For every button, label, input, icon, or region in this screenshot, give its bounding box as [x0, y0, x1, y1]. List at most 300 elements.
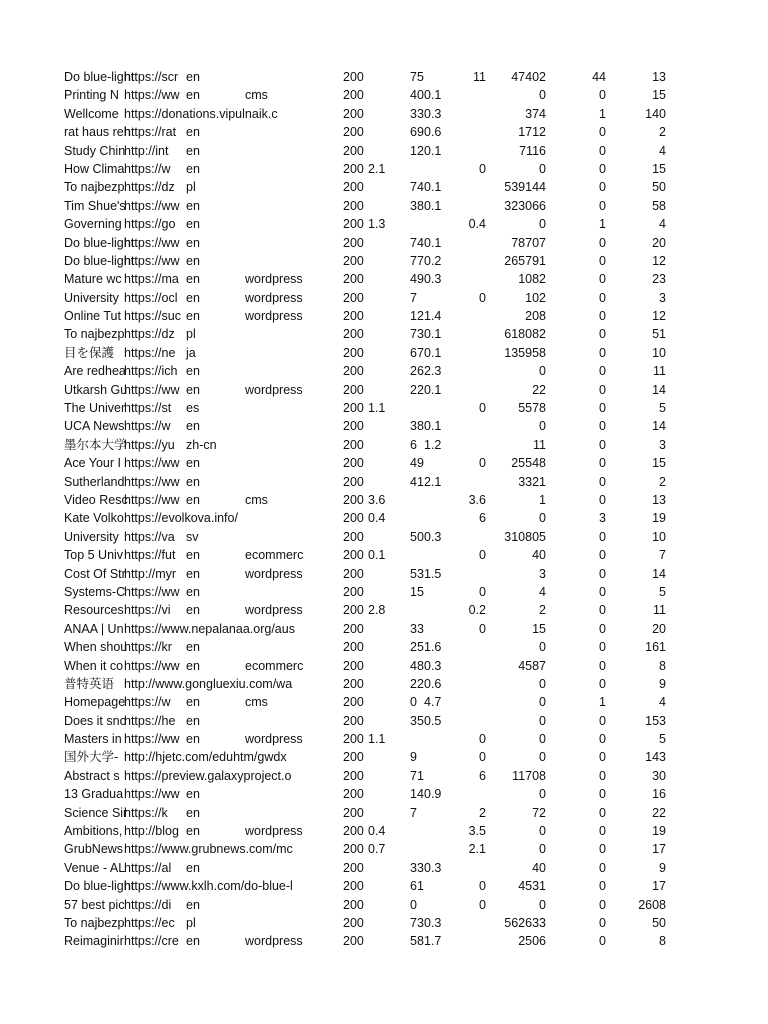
cell-value-b: 0.3: [424, 272, 442, 287]
cell-url: https://di: [124, 897, 172, 912]
cell-value-d: 0: [539, 787, 546, 802]
cell-value-b: 0.5: [424, 713, 442, 728]
cell-value-e: 0: [599, 272, 606, 287]
cell-title: UCA News: [64, 419, 125, 434]
table-row: [0, 381, 768, 399]
cell-title: GrubNews: [64, 842, 124, 857]
cell-value-f: 19: [652, 824, 666, 839]
cell-status: 200: [343, 732, 364, 747]
cell-value-c: 2: [479, 805, 486, 820]
cell-value-d: 40: [532, 548, 546, 563]
table-row: [0, 344, 768, 362]
cell-value-a: 3.6: [368, 492, 386, 507]
cell-language: en: [186, 419, 200, 434]
cell-title: Reimaginir: [64, 934, 124, 949]
cell-value-d: 47402: [511, 70, 546, 84]
cell-value-f: 23: [652, 272, 666, 287]
cell-value-d: 135958: [504, 345, 546, 360]
cell-value-a: 35: [410, 713, 424, 728]
cell-value-d: 25548: [511, 456, 546, 471]
cell-url: https://w: [124, 695, 171, 710]
cell-value-f: 4: [659, 695, 666, 710]
cell-url: https://w: [124, 419, 171, 434]
cell-value-b: 0.2: [424, 253, 442, 268]
cell-value-a: 58: [410, 934, 424, 949]
cell-language: en: [186, 456, 200, 471]
cell-status: 200: [343, 290, 364, 305]
cell-value-a: 38: [410, 198, 424, 213]
cell-value-c: 0: [479, 732, 486, 747]
cell-value-f: 10: [652, 529, 666, 544]
cell-url: https://dz: [124, 180, 175, 195]
cell-status: 200: [343, 640, 364, 655]
cell-url: https://vi: [124, 603, 171, 618]
cell-title: When it co: [64, 658, 124, 673]
cell-value-e: 0: [599, 915, 606, 930]
cell-title: Do blue-light: [64, 879, 135, 894]
cell-value-f: 17: [652, 879, 666, 894]
table-row: [0, 767, 768, 785]
cell-value-d: 0: [539, 824, 546, 839]
cell-value-a: 77: [410, 253, 424, 268]
cell-value-f: 10: [652, 345, 666, 360]
cell-title: ANAA | Un: [64, 621, 124, 636]
cell-value-e: 0: [599, 842, 606, 857]
cell-value-e: 0: [599, 492, 606, 507]
cell-type: wordpress: [245, 824, 303, 839]
table-row: [0, 730, 768, 748]
cell-status: 200: [343, 364, 364, 379]
table-row: [0, 914, 768, 932]
cell-language: en: [186, 695, 200, 710]
cell-value-b: 0.1: [424, 345, 442, 360]
table-row: [0, 160, 768, 178]
cell-value-d: 102: [525, 290, 546, 305]
cell-value-e: 3: [599, 511, 606, 526]
cell-status: 200: [343, 125, 364, 140]
cell-value-a: 7: [410, 805, 417, 820]
cell-value-f: 20: [652, 621, 666, 636]
cell-value-c: 11: [473, 70, 486, 84]
cell-value-f: 11: [653, 364, 666, 379]
cell-url: https://scr: [124, 70, 179, 84]
cell-status: 200: [343, 713, 364, 728]
cell-value-a: 0.7: [368, 842, 386, 857]
cell-value-a: 49: [410, 456, 424, 471]
cell-type: wordpress: [245, 732, 303, 747]
cell-value-d: 0: [539, 713, 546, 728]
cell-value-f: 4: [659, 217, 666, 232]
cell-language: en: [186, 290, 200, 305]
cell-value-c: 0.2: [468, 603, 486, 618]
cell-status: 200: [343, 676, 364, 691]
cell-value-a: 7: [410, 290, 417, 305]
cell-language: en: [186, 805, 200, 820]
table-row: [0, 896, 768, 914]
cell-value-a: 33: [410, 860, 424, 875]
cell-status: 200: [343, 161, 364, 176]
cell-value-c: 0: [479, 401, 486, 416]
cell-value-d: 0: [539, 695, 546, 710]
cell-url: https://ww: [124, 732, 180, 747]
cell-value-e: 0: [599, 658, 606, 673]
cell-title: Systems-C: [64, 584, 126, 599]
cell-value-d: 208: [525, 309, 546, 324]
cell-title: 13 Gradua: [64, 787, 124, 802]
table-row: [0, 785, 768, 803]
cell-value-a: 14: [410, 787, 424, 802]
cell-url: https://al: [124, 860, 172, 875]
cell-value-e: 0: [599, 529, 606, 544]
cell-value-f: 140: [645, 106, 666, 121]
cell-title: Homepage: [64, 695, 126, 710]
cell-value-a: 33: [410, 621, 424, 636]
cell-value-d: 4: [539, 584, 546, 599]
cell-title: Governing: [64, 217, 122, 232]
table-row: [0, 325, 768, 343]
cell-value-f: 16: [652, 787, 666, 802]
spreadsheet-table: [0, 68, 768, 951]
table-row: [0, 289, 768, 307]
cell-url: https://www.nepalanaa.org/aus: [124, 621, 295, 636]
cell-title: Tim Shue's: [64, 198, 126, 213]
cell-language: en: [186, 492, 200, 507]
cell-value-d: 0: [539, 842, 546, 857]
cell-value-c: 0: [479, 879, 486, 894]
cell-status: 200: [343, 658, 364, 673]
cell-value-a: 15: [410, 584, 424, 599]
cell-title: Science Sir: [64, 805, 128, 820]
cell-title: Utkarsh Gu: [64, 382, 128, 397]
cell-value-b: 1.7: [424, 934, 442, 949]
cell-language: en: [186, 603, 200, 618]
table-row: [0, 546, 768, 564]
cell-value-c: 6: [479, 511, 486, 526]
cell-value-f: 15: [652, 161, 666, 176]
cell-title: Mature wc: [64, 272, 122, 287]
table-row: [0, 657, 768, 675]
cell-value-a: 1.1: [368, 401, 386, 416]
cell-type: cms: [245, 695, 268, 710]
cell-value-c: 0: [479, 584, 486, 599]
cell-type: wordpress: [245, 309, 303, 324]
cell-title: Ambitions,: [64, 824, 123, 839]
cell-title: Are redhea: [64, 364, 126, 379]
cell-title: 目を保護: [64, 345, 115, 360]
cell-value-f: 22: [652, 805, 666, 820]
cell-value-f: 13: [652, 70, 666, 84]
cell-value-a: 9: [410, 750, 417, 765]
cell-value-c: 0: [479, 750, 486, 765]
cell-value-e: 0: [599, 732, 606, 747]
cell-title: Printing N: [64, 88, 119, 103]
cell-status: 200: [343, 879, 364, 894]
table-row: [0, 822, 768, 840]
cell-value-a: 53: [410, 566, 424, 581]
table-row: [0, 675, 768, 693]
cell-value-f: 15: [652, 88, 666, 103]
cell-value-f: 161: [645, 640, 666, 655]
table-row: [0, 142, 768, 160]
cell-value-f: 14: [652, 566, 666, 581]
cell-value-a: 0: [410, 897, 417, 912]
cell-status: 200: [343, 824, 364, 839]
cell-value-d: 0: [539, 511, 546, 526]
cell-title: 墨尔本大学: [64, 437, 127, 452]
cell-value-d: 1: [539, 492, 546, 507]
cell-value-f: 3: [659, 437, 666, 452]
cell-value-e: 0: [599, 860, 606, 875]
cell-value-a: 12: [410, 143, 424, 158]
cell-value-f: 14: [652, 382, 666, 397]
cell-url: https://www.grubnews.com/mc: [124, 842, 293, 857]
cell-value-e: 0: [599, 364, 606, 379]
cell-type: wordpress: [245, 272, 303, 287]
cell-value-a: 50: [410, 529, 424, 544]
cell-url: https://ww: [124, 88, 180, 103]
cell-value-e: 0: [599, 474, 606, 489]
table-row: [0, 491, 768, 509]
cell-type: wordpress: [245, 566, 303, 581]
cell-value-f: 2: [659, 474, 666, 489]
cell-value-d: 4531: [518, 879, 546, 894]
cell-language: en: [186, 474, 200, 489]
cell-value-d: 0: [539, 897, 546, 912]
cell-value-d: 11: [533, 437, 546, 452]
cell-value-e: 0: [599, 437, 606, 452]
cell-value-a: 74: [410, 235, 424, 250]
cell-value-b: 0.3: [424, 915, 442, 930]
cell-value-d: 539144: [504, 180, 546, 195]
cell-title: To najbezp: [64, 180, 125, 195]
table-row: [0, 565, 768, 583]
cell-value-e: 0: [599, 768, 606, 783]
cell-value-f: 30: [652, 768, 666, 783]
cell-language: en: [186, 272, 200, 287]
cell-url: https://kr: [124, 640, 172, 655]
table-row: [0, 712, 768, 730]
cell-value-b: 0.3: [424, 529, 442, 544]
cell-value-f: 12: [652, 253, 666, 268]
cell-value-f: 2: [659, 125, 666, 140]
cell-title: Ace Your I: [64, 456, 121, 471]
cell-language: en: [186, 860, 200, 875]
cell-value-e: 0: [599, 345, 606, 360]
cell-status: 200: [343, 584, 364, 599]
cell-value-e: 1: [599, 695, 606, 710]
cell-url: https://dz: [124, 327, 175, 342]
cell-value-a: 40: [410, 88, 424, 103]
table-row: [0, 840, 768, 858]
table-row: [0, 436, 768, 454]
cell-value-e: 0: [599, 161, 606, 176]
cell-title: Do blue-light: [64, 253, 135, 268]
cell-value-e: 0: [599, 824, 606, 839]
cell-status: 200: [343, 787, 364, 802]
table-row: [0, 68, 768, 86]
cell-url: https://ww: [124, 235, 180, 250]
cell-title: Do blue-light: [64, 70, 135, 84]
cell-value-e: 0: [599, 676, 606, 691]
cell-value-f: 8: [659, 934, 666, 949]
cell-title: Abstract s: [64, 768, 120, 783]
cell-value-b: 1.2: [424, 437, 442, 452]
cell-value-d: 0: [539, 161, 546, 176]
cell-value-a: 0.4: [368, 824, 386, 839]
cell-url: https://ma: [124, 272, 179, 287]
cell-value-a: 2.1: [368, 161, 386, 176]
cell-value-d: 0: [539, 732, 546, 747]
cell-value-e: 0: [599, 584, 606, 599]
cell-url: https://ww: [124, 492, 180, 507]
cell-url: https://go: [124, 217, 176, 232]
cell-value-e: 44: [592, 70, 606, 84]
cell-value-b: 0.6: [424, 125, 442, 140]
cell-value-d: 78707: [511, 235, 546, 250]
cell-value-d: 0: [539, 419, 546, 434]
cell-language: en: [186, 198, 200, 213]
cell-status: 200: [343, 768, 364, 783]
cell-title: Masters in: [64, 732, 122, 747]
cell-language: zh-cn: [186, 437, 217, 452]
cell-type: wordpress: [245, 934, 303, 949]
table-row: [0, 197, 768, 215]
cell-title: When shou: [64, 640, 128, 655]
cell-url: https://ww: [124, 382, 180, 397]
cell-url: https://rat: [124, 125, 177, 140]
cell-value-a: 1.1: [368, 732, 386, 747]
cell-value-e: 0: [599, 456, 606, 471]
cell-status: 200: [343, 842, 364, 857]
cell-value-a: 49: [410, 272, 424, 287]
cell-value-a: 75: [410, 70, 424, 84]
cell-status: 200: [343, 915, 364, 930]
cell-type: ecommerc: [245, 548, 304, 563]
cell-value-a: 2.8: [368, 603, 386, 618]
cell-language: en: [186, 824, 200, 839]
cell-value-a: 26: [410, 364, 424, 379]
cell-value-f: 143: [645, 750, 666, 765]
cell-value-f: 15: [652, 456, 666, 471]
cell-url: https://evolkova.info/: [124, 511, 238, 526]
cell-title: Resources: [64, 603, 124, 618]
table-row: [0, 178, 768, 196]
cell-url: https://ww: [124, 787, 180, 802]
table-row: [0, 270, 768, 288]
cell-value-d: 40: [532, 860, 546, 875]
cell-value-f: 58: [652, 198, 666, 213]
cell-url: https://yu: [124, 437, 175, 452]
cell-type: wordpress: [245, 382, 303, 397]
cell-title: Sutherland: [64, 474, 125, 489]
cell-value-b: 0.3: [424, 658, 442, 673]
cell-value-d: 3: [539, 566, 546, 581]
cell-language: pl: [186, 180, 196, 195]
cell-value-a: 12: [410, 309, 424, 324]
cell-value-d: 1082: [518, 272, 546, 287]
cell-value-b: 0.9: [424, 787, 442, 802]
cell-value-e: 0: [599, 125, 606, 140]
table-row: [0, 454, 768, 472]
cell-language: en: [186, 125, 200, 140]
cell-value-e: 0: [599, 548, 606, 563]
cell-language: en: [186, 658, 200, 673]
cell-value-b: 4.7: [424, 695, 442, 710]
cell-value-b: 0.1: [424, 180, 442, 195]
cell-status: 200: [343, 456, 364, 471]
cell-status: 200: [343, 419, 364, 434]
cell-status: 200: [343, 106, 364, 121]
cell-value-f: 5: [659, 401, 666, 416]
table-row: [0, 620, 768, 638]
cell-value-b: 0.3: [424, 860, 442, 875]
cell-value-e: 0: [599, 603, 606, 618]
cell-status: 200: [343, 695, 364, 710]
cell-value-e: 0: [599, 621, 606, 636]
table-row: [0, 105, 768, 123]
cell-title: Wellcome: [64, 106, 119, 121]
cell-value-f: 50: [652, 180, 666, 195]
cell-url: https://preview.galaxyproject.o: [124, 768, 292, 783]
cell-status: 200: [343, 345, 364, 360]
cell-url: https://fut: [124, 548, 176, 563]
cell-value-d: 7116: [519, 143, 546, 158]
cell-value-e: 0: [599, 290, 606, 305]
cell-language: en: [186, 548, 200, 563]
cell-value-d: 562633: [504, 915, 546, 930]
cell-value-d: 0: [539, 640, 546, 655]
cell-value-c: 0: [479, 897, 486, 912]
cell-value-b: 2.3: [424, 364, 442, 379]
cell-value-e: 0: [599, 934, 606, 949]
cell-value-b: 0.1: [424, 88, 442, 103]
cell-value-e: 0: [599, 143, 606, 158]
table-row: [0, 234, 768, 252]
cell-title: rat haus reh: [64, 125, 131, 140]
cell-status: 200: [343, 272, 364, 287]
cell-title: 国外大学-: [64, 750, 119, 765]
cell-url: https://ww: [124, 198, 180, 213]
cell-value-e: 0: [599, 750, 606, 765]
cell-status: 200: [343, 897, 364, 912]
cell-value-d: 4587: [518, 658, 546, 673]
cell-value-e: 0: [599, 401, 606, 416]
cell-value-a: 0.4: [368, 511, 386, 526]
cell-value-b: 1.6: [424, 640, 442, 655]
cell-status: 200: [343, 437, 364, 452]
cell-value-e: 1: [599, 217, 606, 232]
cell-value-e: 0: [599, 180, 606, 195]
cell-value-f: 9: [659, 676, 666, 691]
cell-value-a: 73: [410, 915, 424, 930]
cell-value-b: 0.1: [424, 235, 442, 250]
cell-language: sv: [186, 529, 199, 544]
cell-title: How Clima: [64, 161, 125, 176]
cell-value-c: 0.4: [468, 217, 486, 232]
cell-value-f: 51: [652, 327, 666, 342]
cell-value-d: 0: [539, 217, 546, 232]
cell-language: en: [186, 217, 200, 232]
cell-status: 200: [343, 860, 364, 875]
cell-value-a: 38: [410, 419, 424, 434]
cell-value-f: 8: [659, 658, 666, 673]
cell-language: en: [186, 161, 200, 176]
cell-title: Study Chin: [64, 143, 126, 158]
cell-value-c: 3.6: [468, 492, 486, 507]
table-row: [0, 307, 768, 325]
cell-value-a: 61: [410, 879, 424, 894]
cell-language: en: [186, 143, 200, 158]
